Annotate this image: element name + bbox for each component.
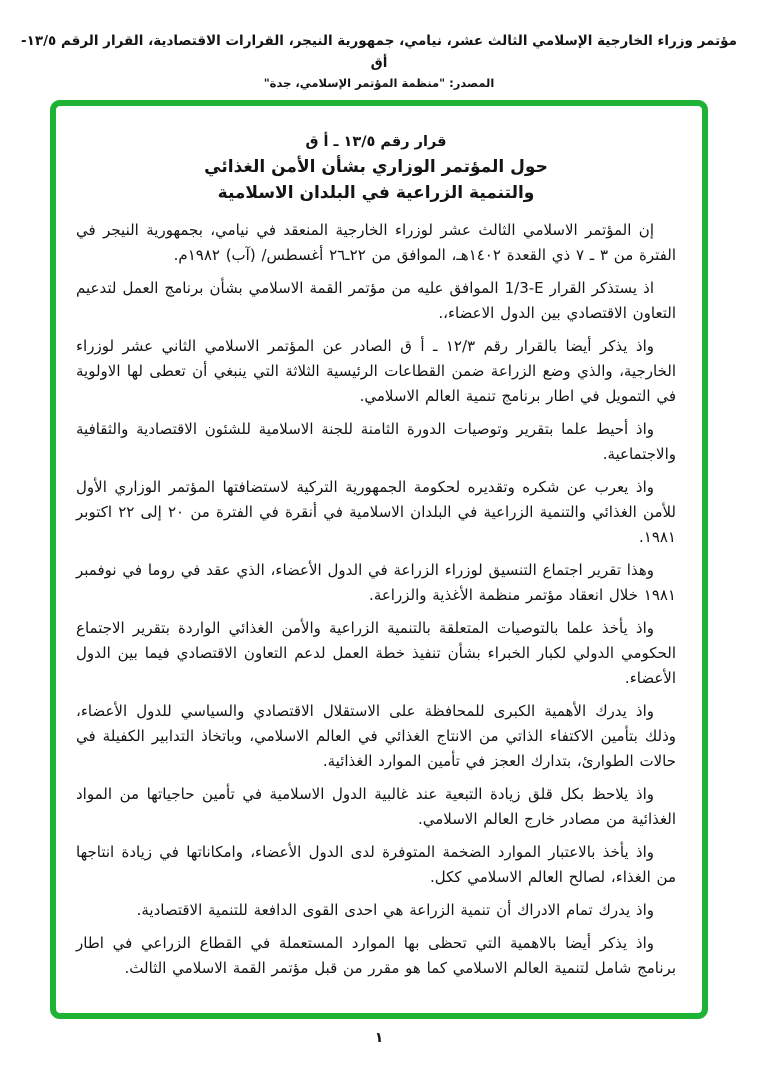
source-line: المصدر: "منظمة المؤتمر الإسلامي، جدة" [263,76,495,90]
resolution-subject-line1: حول المؤتمر الوزاري بشأن الأمن الغذائي [204,157,548,177]
paragraph: وهذا تقرير اجتماع التنسيق لوزراء الزراعة في الدول الأعضاء، الذي عقد في روما في نوفمبر ١٩٨١ خلال انعقاد مؤتمر منظمة الأغذية والزراعة. [76,561,676,604]
paragraph: واذ يأخذ بالاعتبار الموارد الضخمة المتوفرة لدى الدول الأعضاء، وامكاناتها في زيادة انتاجها من الغذاء، لصالح العالم الاسلامي ككل. [76,843,676,886]
resolution-title [76,130,676,206]
citation-line: مؤتمر وزراء الخارجية الإسلامي الثالث عشر، نيامي، جمهورية النيجر، القرارات الاقتصادية، القرار الرقم ١٣/٥- أق [20,33,737,71]
paragraph: واذ يدرك الأهمية الكبرى للمحافظة على الاستقلال الاقتصادي والسياسي للدول الأعضاء، وذلك بتأمين الاكتفاء الذاتي من الانتاج الغذائي في العالم الاسلامي، وباتخاذ التدابير الكفيلة في حالات الطوارئ، بتدارك العجز في تأمين الموارد الغذائية. [76,702,676,770]
paragraph: واذ يذكر أيضا بالقرار رقم ١٢/٣ ـ أ ق الصادر عن المؤتمر الاسلامي الثاني عشر لوزراء الخارجية، والذي وضع الزراعة ضمن القطاعات الرئيسية الثلاثة التي ينبغي أن تعطى لها الاولوية في التمويل في اطار برنامج تنمية العالم الاسلامي. [76,337,676,405]
paragraph: واذ يأخذ علما بالتوصيات المتعلقة بالتنمية الزراعية والأمن الغذائي الواردة بتقرير الاجتماع الحكومي الدولي لكبار الخبراء بشأن تنفيذ خطة العمل لدعم التعاون الاقتصادي فيما بين الدول الأعضاء. [76,619,676,687]
resolution-paragraphs [76,218,676,981]
paragraph: واذ يدرك تمام الادراك أن تنمية الزراعة هي احدى القوى الدافعة للتنمية الاقتصادية. [136,901,654,919]
page-number: ١ [374,1030,384,1046]
paragraph: واذ يعرب عن شكره وتقديره لحكومة الجمهورية التركية لاستضافتها المؤتمر الوزاري الأول للأمن الغذائي والتنمية الزراعية في البلدان الاسلامية في أنقرة في الفترة من ٢٠ إلى ٢٢ اكتوبر ١٩٨١. [76,478,676,546]
paragraph: إن المؤتمر الاسلامي الثالث عشر لوزراء الخارجية المنعقد في نيامي، بجمهورية النيجر في الفترة من ٣ ـ ٧ ذي القعدة ١٤٠٢هـ، الموافق من ٢٢ـ٢٦ أغسطس/ (آب) ١٩٨٢م. [76,221,676,264]
document-body [56,106,702,999]
paragraph: واذ أحيط علما بتقرير وتوصيات الدورة الثامنة للجنة الاسلامية للشئون الاقتصادية والثقافية والاجتماعية. [76,420,676,463]
paragraph: واذ يذكر أيضا بالاهمية التي تحظى بها الموارد المستعملة في القطاع الزراعي في اطار برنامج شامل لتنمية العالم الاسلامي كما هو مقرر من قبل مؤتمر القمة الاسلامي الثالث. [76,934,676,977]
paragraph: اذ يستذكر القرار ‎1/3-E‎ الموافق عليه من مؤتمر القمة الاسلامي بشأن برنامج العمل لتدعيم التعاون الاقتصادي بين الدول الاعضاء،. [76,279,676,322]
resolution-subject-line2: والتنمية الزراعية في البلدان الاسلامية [217,183,535,203]
document-citation-header [20,30,738,92]
resolution-number: قرار رقم ١٣/٥ ـ أ ق [305,134,447,150]
paragraph: واذ يلاحظ بكل قلق زيادة التبعية عند غالبية الدول الاسلامية في تأمين حاجياتها من المواد الغذائية من مصادر خارج العالم الاسلامي. [76,785,676,828]
green-border-frame [50,100,708,1019]
